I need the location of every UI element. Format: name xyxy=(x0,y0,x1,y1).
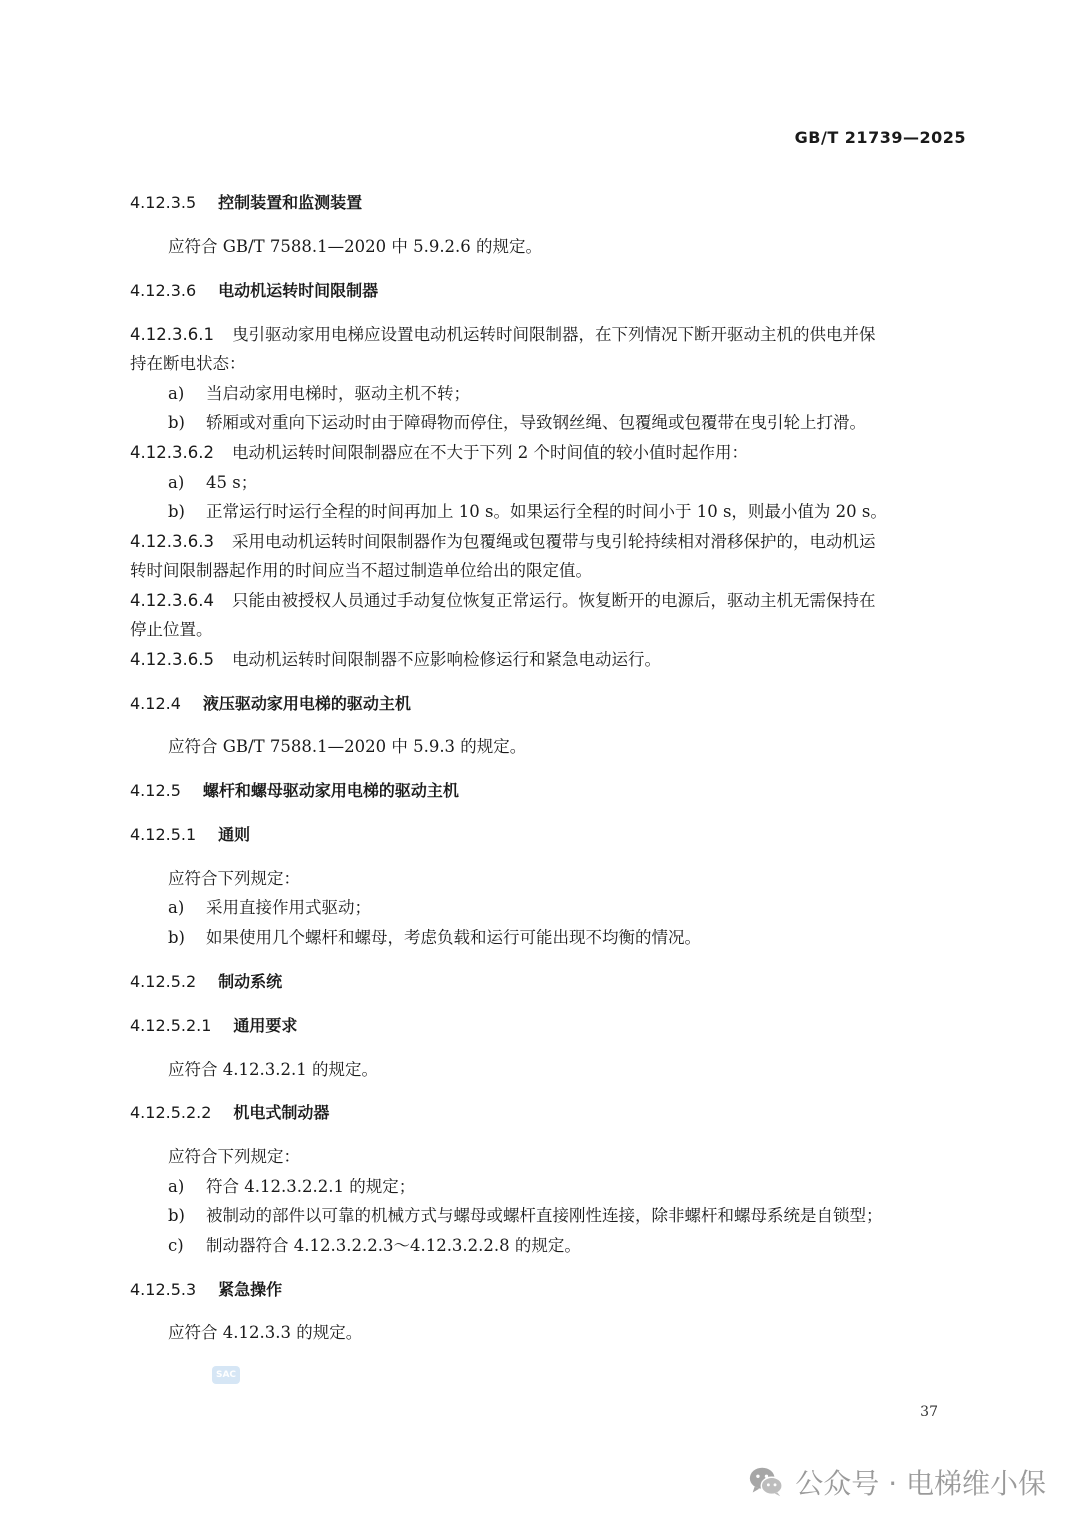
clause-continuation: 停止位置。 xyxy=(130,620,213,639)
section-title: 机电式制动器 xyxy=(233,1103,330,1122)
clause-continuation: 持在断电状态： xyxy=(130,354,246,373)
section-heading-4-12-3-6 xyxy=(130,279,378,303)
list-marker: c) xyxy=(168,1236,184,1255)
clause-4-12-3-6-2 xyxy=(130,441,748,465)
list-item xyxy=(168,1175,415,1199)
list-text: 如果使用几个螺杆和螺母，考虑负载和运行可能出现不均衡的情况。 xyxy=(206,928,701,947)
list-text: 符合 4.12.3.2.2.1 的规定； xyxy=(206,1177,416,1196)
section-heading-4-12-4 xyxy=(130,692,411,716)
clause-number: 4.12.3.6.3 xyxy=(130,532,214,551)
list-marker: a) xyxy=(168,473,185,492)
list-text: 被制动的部件以可靠的机械方式与螺母或螺杆直接刚性连接，除非螺杆和螺母系统是自锁型； xyxy=(206,1206,883,1225)
list-marker: b) xyxy=(168,1206,185,1225)
watermark-text: 公众号 · 电梯维小保 xyxy=(795,1467,1046,1500)
section-title: 螺杆和螺母驱动家用电梯的驱动主机 xyxy=(202,781,459,800)
clause-text: 电动机运转时间限制器不应影响检修运行和紧急电动运行。 xyxy=(231,650,661,669)
clause-text: 电动机运转时间限制器应在不大于下列 2 个时间值的较小值时起作用： xyxy=(231,443,748,462)
page-number: 37 xyxy=(920,1404,938,1420)
section-title: 通则 xyxy=(218,825,251,844)
clause-text: 曳引驱动家用电梯应设置电动机运转时间限制器，在下列情况下断开驱动主机的供电并保 xyxy=(231,325,876,344)
list-text: 正常运行时运行全程的时间再加上 10 s。如果运行全程的时间小于 10 s，则最小值为 20 s。 xyxy=(206,502,887,521)
paragraph: 应符合 GB/T 7588.1—2020 中 5.9.3 的规定。 xyxy=(168,737,527,756)
clause-4-12-3-6-5 xyxy=(130,648,661,672)
list-marker: b) xyxy=(168,928,185,947)
clause-4-12-3-6-4 xyxy=(130,589,875,613)
section-heading-4-12-5-2-2 xyxy=(130,1101,329,1125)
section-number: 4.12.5.2 xyxy=(130,972,197,991)
paragraph: 应符合下列规定： xyxy=(168,1147,300,1166)
clause-number: 4.12.3.6.2 xyxy=(130,443,214,462)
clause-number: 4.12.3.6.1 xyxy=(130,325,214,344)
list-marker: b) xyxy=(168,413,185,432)
paragraph: 应符合下列规定： xyxy=(168,869,300,888)
list-item xyxy=(168,926,701,950)
section-number: 4.12.5.1 xyxy=(130,825,197,844)
section-heading-4-12-5 xyxy=(130,779,459,803)
section-number: 4.12.5.2.1 xyxy=(130,1016,212,1035)
list-marker: a) xyxy=(168,1177,185,1196)
list-text: 45 s； xyxy=(206,473,258,492)
section-heading-4-12-3-5 xyxy=(130,191,362,215)
section-title: 控制装置和监测装置 xyxy=(218,193,363,212)
clause-4-12-3-6-1 xyxy=(130,323,875,347)
section-heading-4-12-5-3 xyxy=(130,1278,282,1302)
list-text: 当启动家用电梯时，驱动主机不转； xyxy=(206,384,470,403)
list-marker: a) xyxy=(168,384,185,403)
section-number: 4.12.4 xyxy=(130,694,181,713)
watermark xyxy=(747,1460,1046,1504)
paragraph: 应符合 4.12.3.2.1 的规定。 xyxy=(168,1060,378,1079)
section-title: 液压驱动家用电梯的驱动主机 xyxy=(202,694,411,713)
section-title: 紧急操作 xyxy=(218,1280,283,1299)
wechat-icon xyxy=(747,1463,785,1501)
list-marker: a) xyxy=(168,898,185,917)
section-number: 4.12.5 xyxy=(130,781,181,800)
clause-number: 4.12.3.6.4 xyxy=(130,591,214,610)
list-text: 制动器符合 4.12.3.2.2.3～4.12.3.2.2.8 的规定。 xyxy=(206,1236,581,1255)
list-text: 轿厢或对重向下运动时由于障碍物而停住，导致钢丝绳、包覆绳或包覆带在曳引轮上打滑。 xyxy=(206,413,866,432)
paragraph: 应符合 4.12.3.3 的规定。 xyxy=(168,1323,363,1342)
list-item xyxy=(168,1204,883,1228)
section-title: 通用要求 xyxy=(233,1016,298,1035)
section-number: 4.12.5.3 xyxy=(130,1280,197,1299)
sac-stamp-logo: SAC xyxy=(212,1366,240,1384)
list-marker: b) xyxy=(168,502,185,521)
list-text: 采用直接作用式驱动； xyxy=(206,898,371,917)
section-number: 4.12.3.6 xyxy=(130,281,197,300)
section-heading-4-12-5-2-1 xyxy=(130,1014,297,1038)
list-item xyxy=(168,896,371,920)
section-title: 电动机运转时间限制器 xyxy=(218,281,379,300)
list-item xyxy=(168,1234,581,1258)
list-item xyxy=(168,471,257,495)
paragraph: 应符合 GB/T 7588.1—2020 中 5.9.2.6 的规定。 xyxy=(168,237,543,256)
clause-text: 只能由被授权人员通过手动复位恢复正常运行。恢复断开的电源后，驱动主机无需保持在 xyxy=(231,591,876,610)
section-number: 4.12.5.2.2 xyxy=(130,1103,212,1122)
standard-code: GB/T 21739—2025 xyxy=(794,128,966,147)
section-heading-4-12-5-2 xyxy=(130,970,282,994)
clause-continuation: 转时间限制器起作用的时间应当不超过制造单位给出的限定值。 xyxy=(130,561,592,580)
list-item xyxy=(168,382,470,406)
clause-number: 4.12.3.6.5 xyxy=(130,650,214,669)
section-number: 4.12.3.5 xyxy=(130,193,197,212)
list-item xyxy=(168,500,887,524)
clause-text: 采用电动机运转时间限制器作为包覆绳或包覆带与曳引轮持续相对滑移保护的，电动机运 xyxy=(231,532,876,551)
section-title: 制动系统 xyxy=(218,972,283,991)
list-item xyxy=(168,411,866,435)
clause-4-12-3-6-3 xyxy=(130,530,875,554)
section-heading-4-12-5-1 xyxy=(130,823,250,847)
